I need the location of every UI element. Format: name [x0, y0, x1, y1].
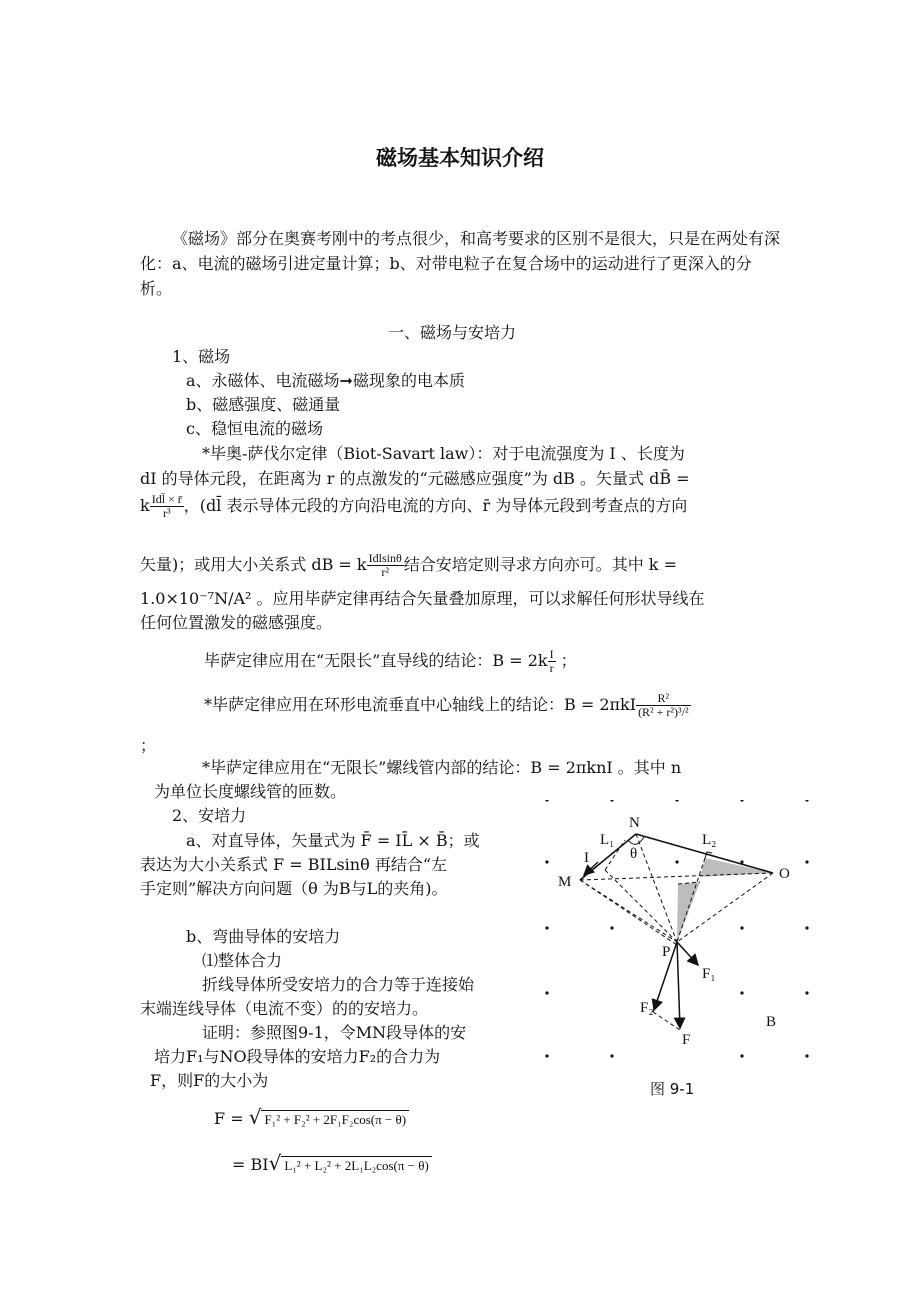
proof-line2: 培力F₁与NO段导体的安培力F₂的合力为 — [154, 1047, 441, 1066]
figure-9-1 — [540, 800, 815, 1070]
straight-conductor-line1: a、对直导体，矢量式为 F̄ = IL̄ × B̄；或 — [186, 831, 480, 850]
resultant-text-line2: 末端连线导体（电流不变）的的安培力。 — [140, 999, 429, 1018]
label-B: B — [766, 1014, 777, 1030]
straight-conductor-line3: 手定则”解决方向问题（θ 为B与L的夹角)。 — [140, 879, 448, 898]
solenoid-result-line2: 为单位长度螺线管的匝数。 — [154, 782, 347, 801]
label-N: N — [629, 815, 640, 831]
biot-savart-line4: 矢量)；或用大小关系式 dB = k $\frac{\text{Idlsinθ}}{\text{r²}}$ 结合安培定则寻求方向亦可。其中 k = — [140, 551, 677, 579]
label-L1: L₁ — [600, 832, 615, 848]
biot-savart-line1: *毕奥-萨伐尔定律（Biot-Savart law）：对于电流强度为 I 、长度为 — [202, 444, 685, 463]
item-a: a、永磁体、电流磁场➞磁现象的电本质 — [186, 371, 465, 390]
label-F1: F₁ — [702, 966, 716, 982]
page-title: 磁场基本知识介绍 — [376, 146, 544, 170]
label-O: O — [779, 866, 790, 882]
label-F2: F₂ — [640, 1000, 654, 1016]
item-c: c、稳恒电流的磁场 — [186, 419, 323, 438]
subsection-ampere-force: 2、安培力 — [172, 806, 247, 825]
label-M: M — [558, 874, 572, 890]
equation-2: = BI√ L₁² + L₂² + 2L₁L₂cos(π − θ) — [232, 1152, 432, 1177]
intro-paragraph: 《磁场》部分在奥赛考刚中的考点很少，和高考要求的区别不是很大，只是在两处有深化：a、电流的磁场引进定量计算；b、对带电粒子在复合场中的运动进行了更深入的分析。 — [140, 229, 781, 298]
overall-resultant-heading: ⑴整体合力 — [202, 951, 283, 970]
subsection-magnetic-field: 1、磁场 — [172, 347, 231, 366]
label-theta: θ — [630, 846, 638, 862]
proof-line1: 证明：参照图9-1，令MN段导体的安 — [202, 1023, 467, 1042]
biot-savart-line5: 1.0×10⁻⁷N/A² 。应用毕萨定律再结合矢量叠加原理，可以求解任何形状导线在 — [140, 589, 705, 608]
vector-fraction: $\frac{\text{Idl̄ × r̄}}{\text{r³}}$ — [151, 492, 182, 520]
straight-conductor-line2: 表达为大小关系式 F = BILsinθ 再结合“左 — [140, 855, 448, 874]
ring-current-result: *毕萨定律应用在环形电流垂直中心轴线上的结论：B = 2πkI $\frac{\text{R²}}{\text{(R² + r²)³/²}}$ — [204, 691, 689, 719]
ring-semicolon: ； — [140, 736, 157, 755]
label-F: F — [682, 1032, 691, 1048]
solenoid-result-line1: *毕萨定律应用在“无限长”螺线管内部的结论：B = 2πknI 。其中 n — [202, 758, 682, 777]
force-arrows — [654, 942, 698, 1028]
resultant-text-line1: 折线导体所受安培力的合力等于连接始 — [202, 975, 475, 994]
scalar-fraction: $\frac{\text{Idlsinθ}}{\text{r²}}$ — [368, 551, 402, 579]
label-L2: L₂ — [702, 832, 717, 848]
figure-caption: 图 9-1 — [650, 1080, 695, 1098]
biot-savart-line3: k $\frac{\text{Idl̄ × r̄}}{\text{r³}}$ ，(dl̄ 表示导体元段的方向沿电流的方向、r̄ 为导体元段到考查点的方向 — [140, 492, 688, 520]
biot-savart-line2: dI 的导体元段，在距离为 r 的点激发的“元磁感应强度”为 dB 。矢量式 dB̄ = — [140, 469, 690, 488]
straight-wire-result: 毕萨定律应用在“无限长”直导线的结论：B = 2k $\frac{I}{r}$ ； — [204, 647, 577, 675]
label-I: I — [584, 850, 589, 866]
biot-savart-line6: 任何位置激发的磁感强度。 — [140, 613, 333, 632]
section-heading: 一、磁场与安培力 — [388, 323, 517, 342]
equation-1: F = √ F₁² + F₂² + 2F₁F₂cos(π − θ) — [214, 1106, 409, 1131]
curved-conductor-heading: b、弯曲导体的安培力 — [186, 927, 341, 946]
proof-line3: F，则F的大小为 — [150, 1071, 269, 1090]
label-P: P — [662, 944, 671, 960]
item-b: b、磁感强度、磁通量 — [186, 395, 341, 414]
